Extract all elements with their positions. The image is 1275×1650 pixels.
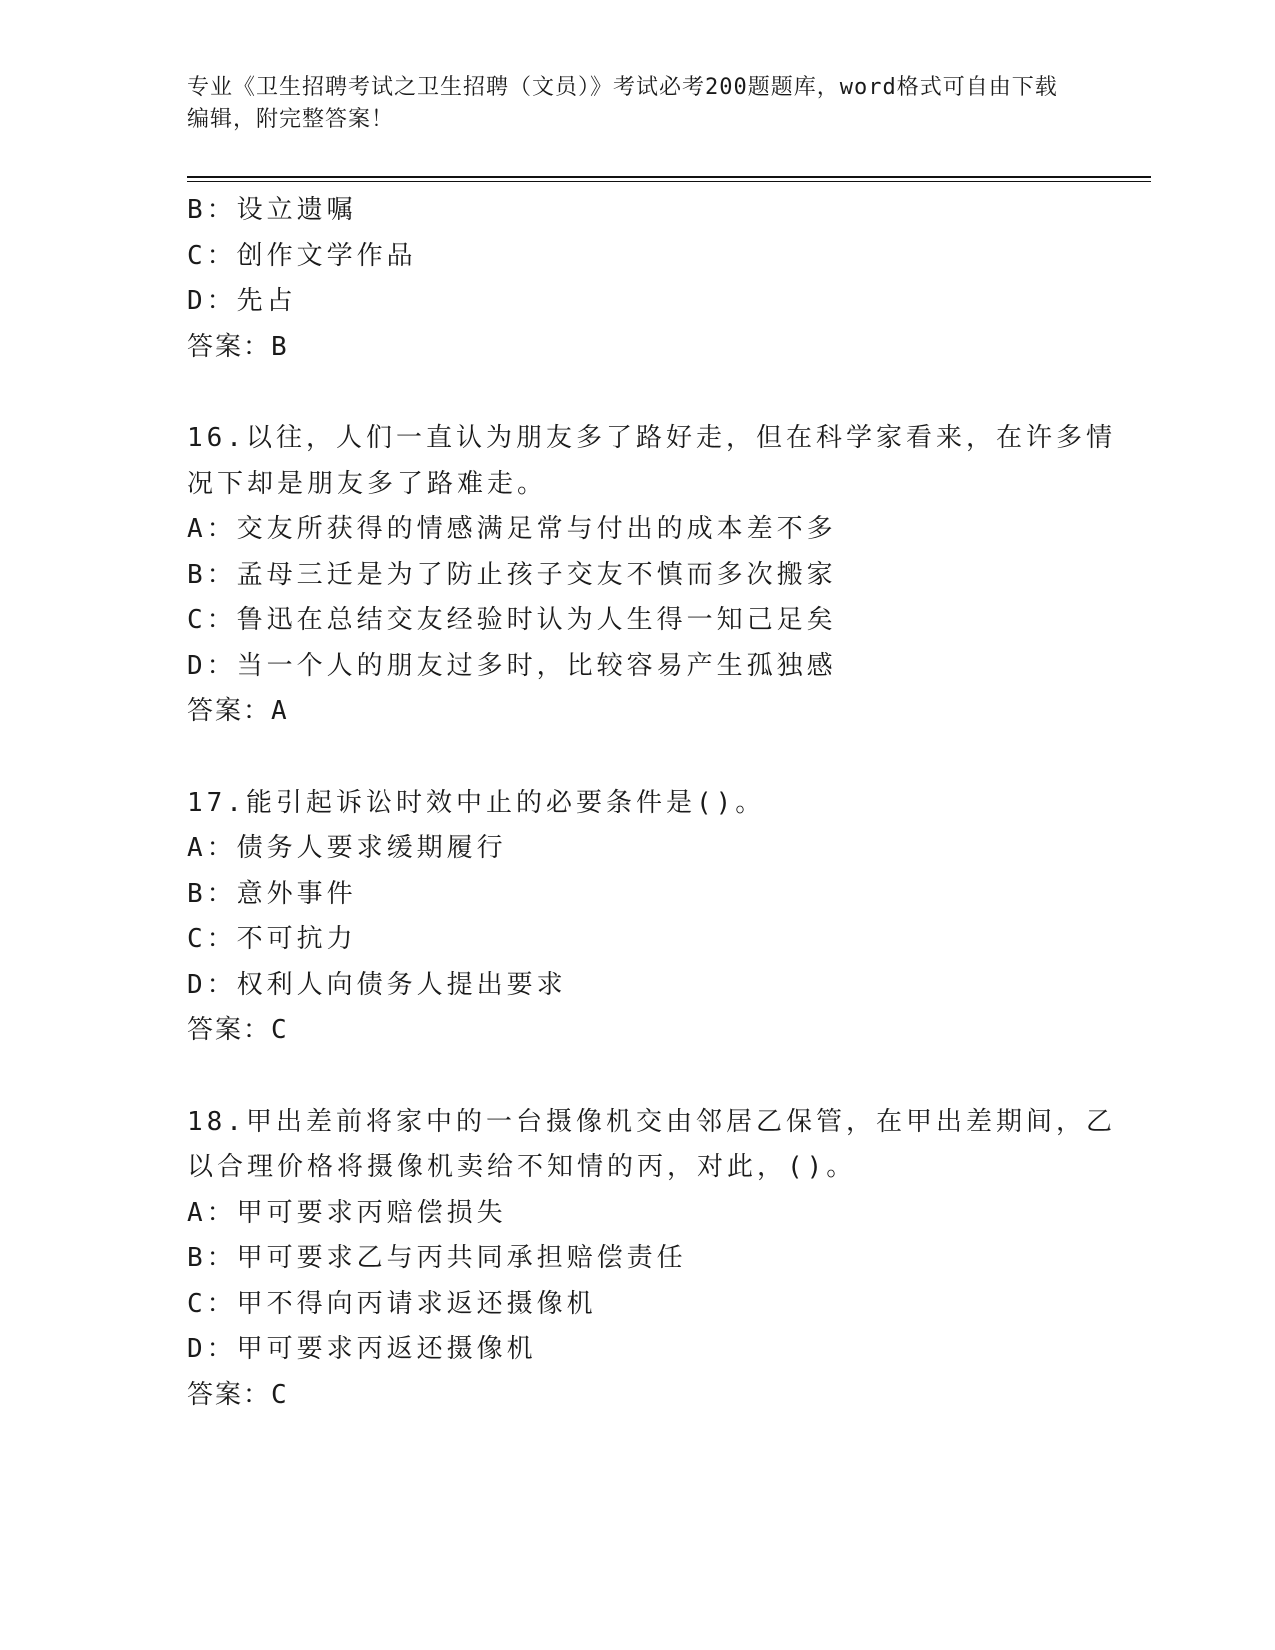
answer-label: 答案： [187,1379,272,1410]
answer-value: C [271,1015,291,1045]
option-c: C：创作文学作品 [187,240,417,271]
option-d: D：甲可要求丙返还摄像机 [187,1334,537,1364]
option-a: A：债务人要求缓期履行 [187,833,507,863]
answer-value: A [271,696,291,726]
option-d: D：先占 [187,286,297,316]
answer [187,1008,1087,1054]
answer-label: 答案： [187,696,272,726]
answer-value: B [271,331,291,362]
answer [187,1373,1087,1419]
option-c: C：甲不得向丙请求返还摄像机 [187,1288,597,1319]
question-18 [187,1100,1116,1419]
option-b: B：设立遗嘱 [187,195,357,225]
question-stem-line: 以合理价格将摄像机卖给不知情的丙，对此，()。 [187,1152,857,1182]
question-stem-line: 18.甲出差前将家中的一台摄像机交由邻居乙保管，在甲出差期间，乙 [187,1106,1116,1137]
option-b: B：孟母三迁是为了防止孩子交友不慎而多次搬家 [187,559,837,590]
option-d: D：当一个人的朋友过多时，比较容易产生孤独感 [187,650,837,681]
question-stem-line: 16.以往，人们一直认为朋友多了路好走，但在科学家看来，在许多情 [187,423,1116,453]
header-divider-thin [187,181,1151,182]
answer [187,689,1087,735]
document-header: 专业《卫生招聘考试之卫生招聘（文员）》考试必考200题题库，word格式可自由下载编辑，附完整答案！ [187,75,1058,132]
question-17 [187,781,1087,1054]
question-15-continued [187,188,1087,370]
option-a: A：交友所获得的情感满足常与付出的成本差不多 [187,514,837,544]
question-content [187,188,1116,1418]
option-b: B：意外事件 [187,878,357,909]
answer-label: 答案： [187,331,272,362]
question-stem-line: 况下却是朋友多了路难走。 [187,468,548,499]
answer [187,325,1087,371]
answer-value: C [271,1379,291,1410]
option-d: D：权利人向债务人提出要求 [187,969,567,1000]
header-divider-thick [187,176,1151,178]
question-stem-line: 17.能引起诉讼时效中止的必要条件是()。 [187,787,766,818]
option-c: C：不可抗力 [187,924,357,954]
question-16 [187,416,1116,735]
answer-label: 答案： [187,1015,272,1045]
option-b: B：甲可要求乙与丙共同承担赔偿责任 [187,1243,687,1273]
option-a: A：甲可要求丙赔偿损失 [187,1197,507,1228]
option-c: C：鲁迅在总结交友经验时认为人生得一知己足矣 [187,605,837,635]
